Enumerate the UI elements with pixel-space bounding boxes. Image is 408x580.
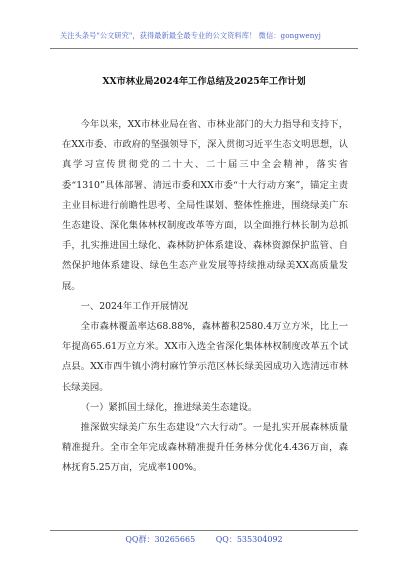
footer-divider [50,530,358,531]
section-paragraph: 全市森林覆盖率达68.88%，森林蓄积2580.4万立方米，比上一年提高65.61万立方米。XX市入选全省深化集体林权制度改革五个试点县。XX市西牛镇小湾村麻竹笋示范区林长绿美园成功入选清远市林长绿美园。 [62,321,348,393]
document-body [62,115,348,479]
footer-contact [0,534,408,545]
footer-qq-group: QQ群：30265665 [125,535,196,544]
header-note: 关注头条号"公文研究"，获得最新最全最专业的公文资料库！ 微信：gongwenyj [60,31,321,40]
header-divider [50,48,358,49]
section-heading: 一、2024年工作开展情况 [80,300,188,312]
footer-qq: QQ：535304092 [215,535,283,544]
intro-paragraph: 今年以来，XX市林业局在省、市林业部门的大力指导和支持下，在XX市委、市政府的坚强领导下，深入贯彻习近平生态文明思想，认真学习宣传贯彻党的二十大、二十届三中全会精神，落实省委“1310”具体部署、清远市委和XX市委“十大行动方案”，锚定主责主业目标进行前瞻性思考、全局性谋划、整体性推进，围绕绿美广东生态建设、深化集体林权制度改革等方面，以全面推行林长制为总抓手，扎实推进国土绿化、森林防护体系建设、森林资源保护监管、自然保护地体系建设、绿色生态产业发展等持续推动绿美XX高质量发展。 [62,119,348,292]
subsection-heading: （一）紧抓国土绿化，推进绿美生态建设。 [80,401,258,413]
document-title: XX市林业局2024年工作总结及2025年工作计划 [102,76,306,87]
subsection-paragraph: 推深做实绿美广东生态建设“六大行动”。一是扎实开展森林质量精准提升。全市全年完成森林精准提升任务林分优化4.436万亩，森林抚育5.25万亩，完成率100%。 [62,422,348,474]
